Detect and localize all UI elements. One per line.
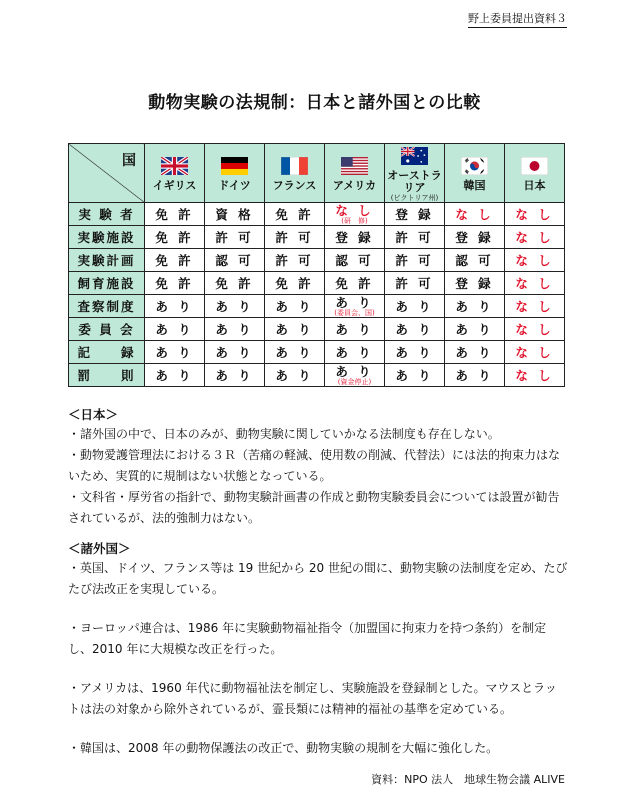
table-cell: [265, 364, 325, 387]
column-name: アメリカ: [332, 179, 377, 192]
table-cell: [325, 226, 385, 249]
table-cell: [325, 249, 385, 272]
table-row: [69, 364, 565, 387]
cell-value: 免 許: [215, 275, 254, 291]
table-cell: [265, 249, 325, 272]
cell-value: あ り: [395, 367, 434, 383]
table-cell: [505, 364, 565, 387]
column-header-germany: [205, 144, 265, 203]
cell-value: あ り: [275, 367, 314, 383]
table-cell: [145, 341, 205, 364]
cell-value: 許 可: [395, 252, 434, 268]
france-flag-icon: [281, 157, 308, 175]
table-cell: [505, 318, 565, 341]
cell-value: あ り: [155, 298, 194, 314]
cell-note: (研 修): [341, 216, 368, 225]
germany-flag-icon: [221, 157, 248, 175]
table-cell: [325, 295, 385, 318]
japan-paragraph: ・文科省・厚労省の指針で、動物実験計画書の作成と動物実験委員会については設置が勧告されているが、法的強制力はない。: [68, 490, 560, 525]
table-cell: [445, 318, 505, 341]
table-cell: [385, 226, 445, 249]
cell-value: あ り: [215, 298, 254, 314]
table-cell: [445, 272, 505, 295]
cell-value: あ り: [335, 294, 374, 310]
foreign-paragraph: ・韓国は、2008 年の動物保護法の改正で、動物実験の規制を大幅に強化した。: [68, 741, 499, 755]
cell-value: あ り: [215, 367, 254, 383]
table-cell: [145, 295, 205, 318]
document-id: 野上委員提出資料３: [468, 12, 567, 28]
column-subname: (ビクトリア州): [390, 194, 439, 202]
table-row: [69, 318, 565, 341]
table-cell: [265, 341, 325, 364]
cell-value: 認 可: [335, 252, 374, 268]
table-cell: [145, 203, 205, 226]
column-name: イギリス: [152, 179, 197, 192]
table-cell: [325, 272, 385, 295]
table-cell: [205, 318, 265, 341]
table-cell: [265, 295, 325, 318]
table-cell: [505, 272, 565, 295]
cell-value: あ り: [155, 321, 194, 337]
cell-value: あ り: [395, 344, 434, 360]
cell-value: な し: [515, 275, 554, 291]
table-row: [69, 272, 565, 295]
cell-note: (委員会、国): [334, 308, 375, 317]
table-cell: [145, 249, 205, 272]
comparison-table: [68, 143, 565, 387]
table-cell: [445, 341, 505, 364]
table-cell: [205, 295, 265, 318]
cell-note: (資金停止): [337, 377, 372, 386]
cell-value: 免 許: [155, 206, 194, 222]
row-label: 実験計画: [69, 249, 145, 272]
table-cell: [385, 295, 445, 318]
cell-value: あ り: [455, 367, 494, 383]
table-cell: [385, 203, 445, 226]
column-header-australia: [385, 144, 445, 203]
cell-value: 免 許: [155, 275, 194, 291]
usa-flag-icon: [341, 157, 368, 175]
table-row: [69, 203, 565, 226]
japan-section: [68, 406, 568, 529]
foreign-paragraph: ・アメリカは、1960 年代に動物福祉法を制定し、実験施設を登録制とした。マウスとラットは法の対象から除外されているが、霊長類には精神的福祉の基準を定めている。: [68, 681, 557, 716]
cell-value: な し: [515, 344, 554, 360]
table-cell: [505, 341, 565, 364]
cell-value: 免 許: [155, 252, 194, 268]
cell-value: 認 可: [215, 252, 254, 268]
column-header-usa: [325, 144, 385, 203]
uk-flag-icon: [161, 157, 188, 175]
table-header-row: [69, 144, 565, 203]
cell-value: 免 許: [155, 229, 194, 245]
table-cell: [385, 249, 445, 272]
cell-value: あ り: [395, 321, 434, 337]
japan-heading: ＜日本＞: [68, 407, 119, 422]
table-cell: [385, 272, 445, 295]
table-cell: [265, 226, 325, 249]
table-cell: [205, 249, 265, 272]
table-row: [69, 249, 565, 272]
cell-value: 登 録: [335, 229, 374, 245]
foreign-section: [68, 540, 568, 759]
cell-value: な し: [515, 229, 554, 245]
cell-value: 認 可: [455, 252, 494, 268]
table-cell: [325, 318, 385, 341]
cell-value: 許 可: [395, 275, 434, 291]
row-label: 実験施設: [69, 226, 145, 249]
table-cell: [385, 341, 445, 364]
table-row: [69, 341, 565, 364]
source-credit: 資料：NPO 法人 地球生物会議 ALIVE: [371, 773, 565, 786]
cell-value: な し: [515, 321, 554, 337]
row-label: 実 験 者: [69, 203, 145, 226]
cell-value: あ り: [395, 298, 434, 314]
foreign-paragraph: ・英国、ドイツ、フランス等は 19 世紀から 20 世紀の間に、動物実験の法制度を定め、たびたび法改正を実現している。: [68, 561, 568, 596]
table-cell: [145, 272, 205, 295]
row-label: 委 員 会: [69, 318, 145, 341]
cell-value: あ り: [275, 344, 314, 360]
japan-paragraph: ・諸外国の中で、日本のみが、動物実験に関していかなる法制度も存在しない。: [68, 427, 500, 441]
cell-value: な し: [515, 252, 554, 268]
table-cell: [205, 341, 265, 364]
foreign-heading: ＜諸外国＞: [68, 541, 131, 556]
table-cell: [145, 364, 205, 387]
cell-value: 登 録: [455, 275, 494, 291]
table-cell: [205, 364, 265, 387]
column-header-korea: [445, 144, 505, 203]
row-label: 査察制度: [69, 295, 145, 318]
cell-value: あ り: [335, 321, 374, 337]
cell-value: あ り: [155, 344, 194, 360]
cell-value: あ り: [275, 321, 314, 337]
table-cell: [505, 226, 565, 249]
table-cell: [385, 364, 445, 387]
table-cell: [385, 318, 445, 341]
table-corner: [69, 144, 145, 203]
cell-value: あ り: [455, 321, 494, 337]
table-cell: [325, 203, 385, 226]
cell-value: な し: [515, 298, 554, 314]
cell-value: な し: [335, 202, 374, 218]
table-cell: [145, 318, 205, 341]
table-cell: [205, 226, 265, 249]
corner-label: 国: [122, 153, 136, 169]
table-cell: [445, 295, 505, 318]
foreign-paragraph: ・ヨーロッパ連合は、1986 年に実験動物福祉指令（加盟国に拘束力を持つ条約）を制定し、2010 年に大規模な改正を行った。: [68, 621, 547, 656]
cell-value: あ り: [215, 344, 254, 360]
table-body: [69, 203, 565, 387]
table-row: [69, 226, 565, 249]
cell-value: あ り: [335, 363, 374, 379]
cell-value: な し: [515, 367, 554, 383]
table-cell: [505, 203, 565, 226]
column-name: 日本: [523, 179, 546, 192]
table-cell: [505, 295, 565, 318]
cell-value: 許 可: [395, 229, 434, 245]
table-cell: [445, 249, 505, 272]
cell-value: 許 可: [275, 252, 314, 268]
japan-flag-icon: [521, 157, 548, 175]
cell-value: あ り: [455, 344, 494, 360]
table-cell: [265, 318, 325, 341]
cell-value: 許 可: [275, 229, 314, 245]
cell-value: 登 録: [395, 206, 434, 222]
cell-value: 免 許: [335, 275, 374, 291]
japan-paragraph: ・動物愛護管理法における３Ｒ（苦痛の軽減、使用数の削減、代替法）には法的拘束力はないため、実質的に規制はない状態となっている。: [68, 448, 561, 483]
row-label: 飼育施設: [69, 272, 145, 295]
table-cell: [505, 249, 565, 272]
table-row: [69, 295, 565, 318]
korea-flag-icon: [461, 157, 488, 175]
column-name: フランス: [272, 179, 317, 192]
column-header-france: [265, 144, 325, 203]
column-name: オーストラリア: [387, 169, 442, 194]
table-cell: [325, 341, 385, 364]
table-cell: [265, 203, 325, 226]
cell-value: な し: [455, 206, 494, 222]
cell-value: な し: [515, 206, 554, 222]
cell-value: あ り: [215, 321, 254, 337]
cell-value: 許 可: [215, 229, 254, 245]
column-header-uk: [145, 144, 205, 203]
row-label: 罰 則: [69, 364, 145, 387]
table-cell: [205, 272, 265, 295]
table-cell: [265, 272, 325, 295]
cell-value: 免 許: [275, 275, 314, 291]
table-cell: [445, 203, 505, 226]
table-cell: [205, 203, 265, 226]
page-title: 動物実験の法規制：日本と諸外国との比較: [148, 93, 481, 113]
column-name: 韓国: [463, 179, 486, 192]
cell-value: 免 許: [275, 206, 314, 222]
table-cell: [445, 364, 505, 387]
column-header-japan: [505, 144, 565, 203]
cell-value: あ り: [455, 298, 494, 314]
cell-value: 資 格: [215, 206, 254, 222]
cell-value: 登 録: [455, 229, 494, 245]
cell-value: あ り: [335, 344, 374, 360]
column-name: ドイツ: [218, 179, 251, 192]
table-cell: [445, 226, 505, 249]
australia-flag-icon: [401, 147, 428, 165]
row-label: 記 録: [69, 341, 145, 364]
table-cell: [325, 364, 385, 387]
cell-value: あ り: [275, 298, 314, 314]
table-cell: [145, 226, 205, 249]
cell-value: あ り: [155, 367, 194, 383]
